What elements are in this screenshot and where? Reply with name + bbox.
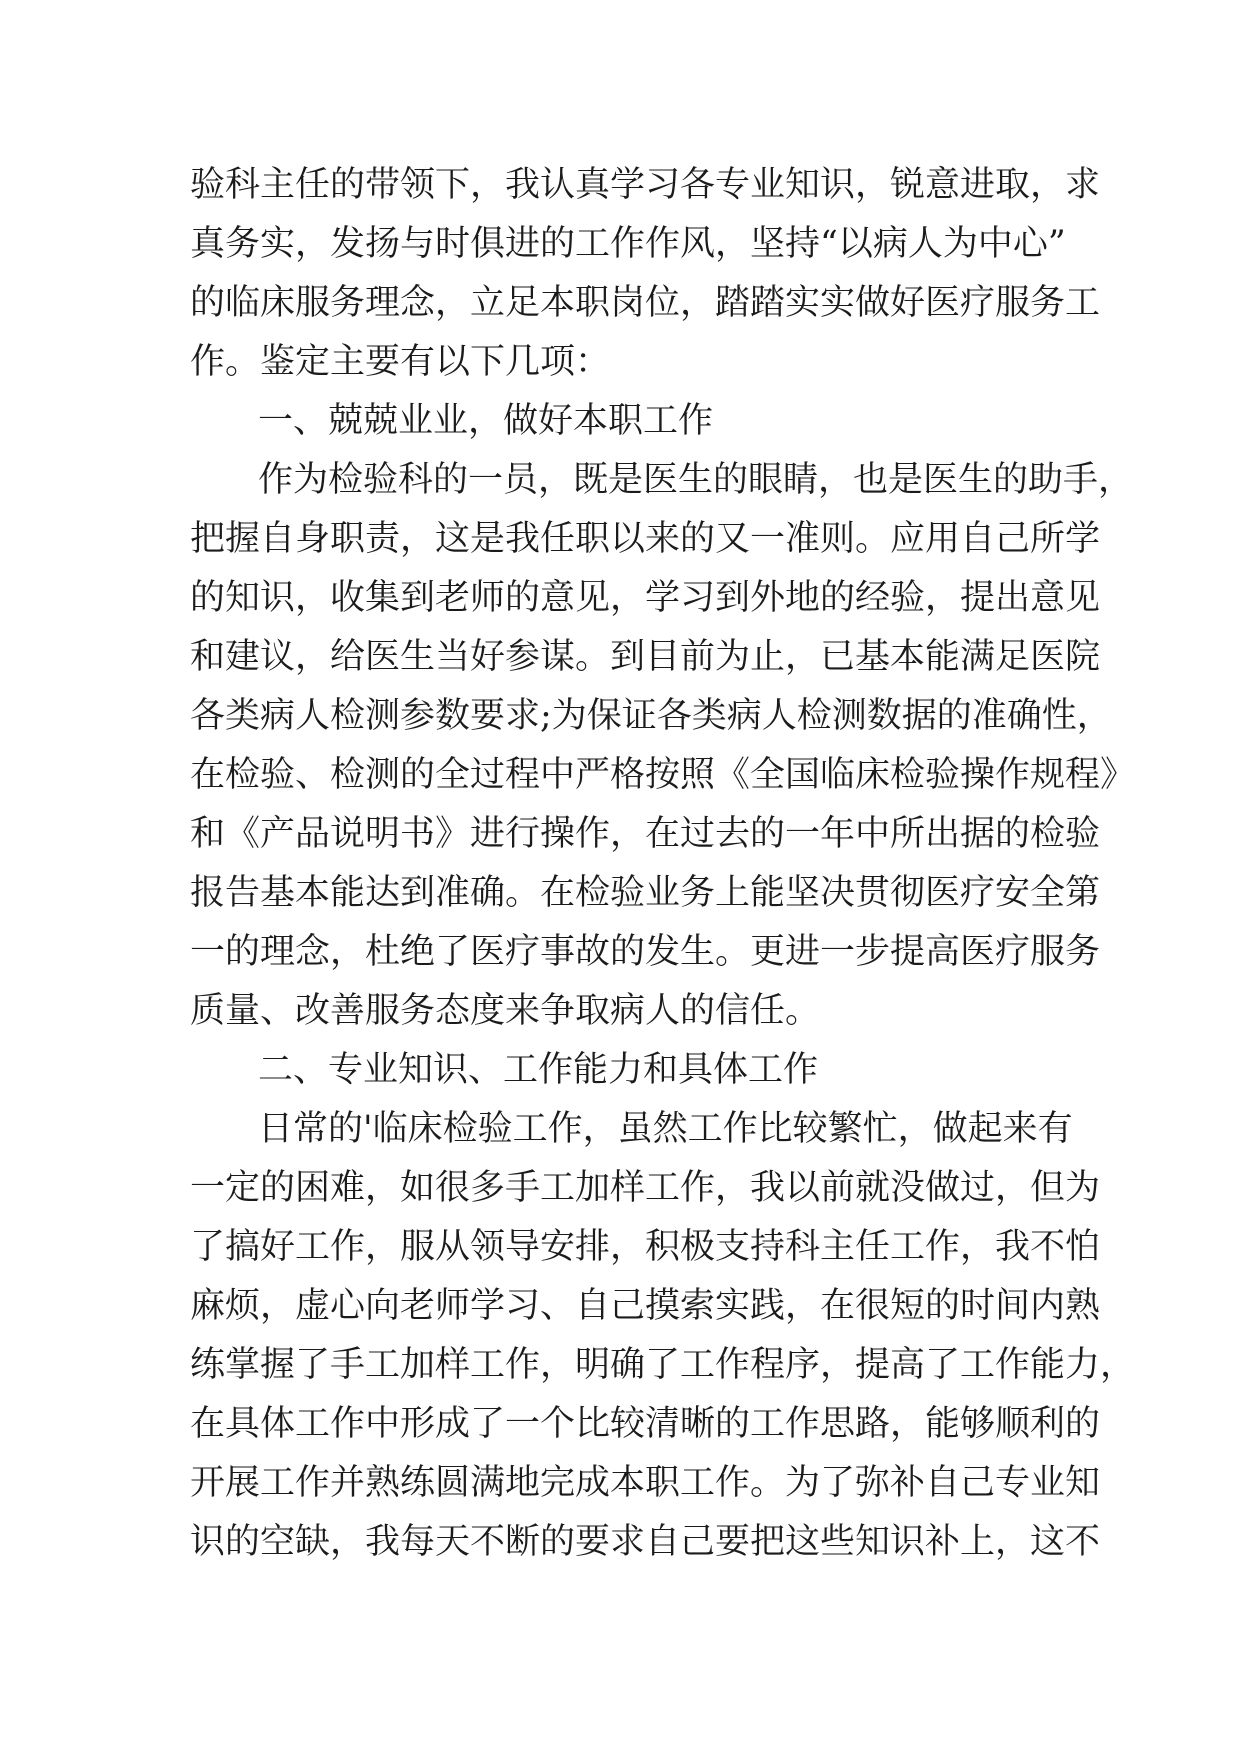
paragraph-line: 把握自身职责，这是我任职以来的又一准则。应用自己所学 <box>190 519 1101 559</box>
section-heading: 一、兢兢业业，做好本职工作 <box>258 401 714 441</box>
section-heading: 二、专业知识、工作能力和具体工作 <box>258 1050 819 1090</box>
paragraph-line: 一的理念，杜绝了医疗事故的发生。更进一步提高医疗服务 <box>190 932 1101 972</box>
paragraph-line: 识的空缺，我每天不断的要求自己要把这些知识补上，这不 <box>190 1522 1101 1562</box>
paragraph-line: 报告基本能达到准确。在检验业务上能坚决贯彻医疗安全第 <box>190 873 1101 913</box>
paragraph-line: 的知识，收集到老师的意见，学习到外地的经验，提出意见 <box>190 578 1101 618</box>
paragraph-line: 真务实，发扬与时俱进的工作作风，坚持“以病人为中心” <box>190 224 1066 264</box>
paragraph-line: 的临床服务理念，立足本职岗位，踏踏实实做好医疗服务工 <box>190 283 1101 323</box>
paragraph-line: 和建议，给医生当好参谋。到目前为止，已基本能满足医院 <box>190 637 1101 677</box>
paragraph-line: 在具体工作中形成了一个比较清晰的工作思路，能够顺利的 <box>190 1404 1101 1444</box>
paragraph-line: 验科主任的带领下，我认真学习各专业知识，锐意进取，求 <box>190 165 1101 205</box>
paragraph-line: 了搞好工作，服从领导安排，积极支持科主任工作，我不怕 <box>190 1227 1101 1267</box>
paragraph-line: 麻烦，虚心向老师学习、自己摸索实践，在很短的时间内熟 <box>190 1286 1101 1326</box>
paragraph-line: 日常的'临床检验工作，虽然工作比较繁忙，做起来有 <box>258 1109 1073 1149</box>
paragraph-line: 一定的困难，如很多手工加样工作，我以前就没做过，但为 <box>190 1168 1101 1208</box>
paragraph-line: 作为检验科的一员，既是医生的眼睛，也是医生的助手， <box>258 460 1134 500</box>
paragraph-line: 练掌握了手工加样工作，明确了工作程序，提高了工作能力， <box>190 1345 1136 1385</box>
paragraph-line: 质量、改善服务态度来争取病人的信任。 <box>190 991 821 1031</box>
paragraph-line: 作。鉴定主要有以下几项： <box>190 342 611 382</box>
paragraph-line: 在检验、检测的全过程中严格按照《全国临床检验操作规程》 <box>190 755 1136 795</box>
paragraph-line: 和《产品说明书》进行操作，在过去的一年中所出据的检验 <box>190 814 1101 854</box>
paragraph-line: 开展工作并熟练圆满地完成本职工作。为了弥补自己专业知 <box>190 1463 1101 1503</box>
paragraph-line: 各类病人检测参数要求;为保证各类病人检测数据的准确性， <box>190 696 1112 736</box>
